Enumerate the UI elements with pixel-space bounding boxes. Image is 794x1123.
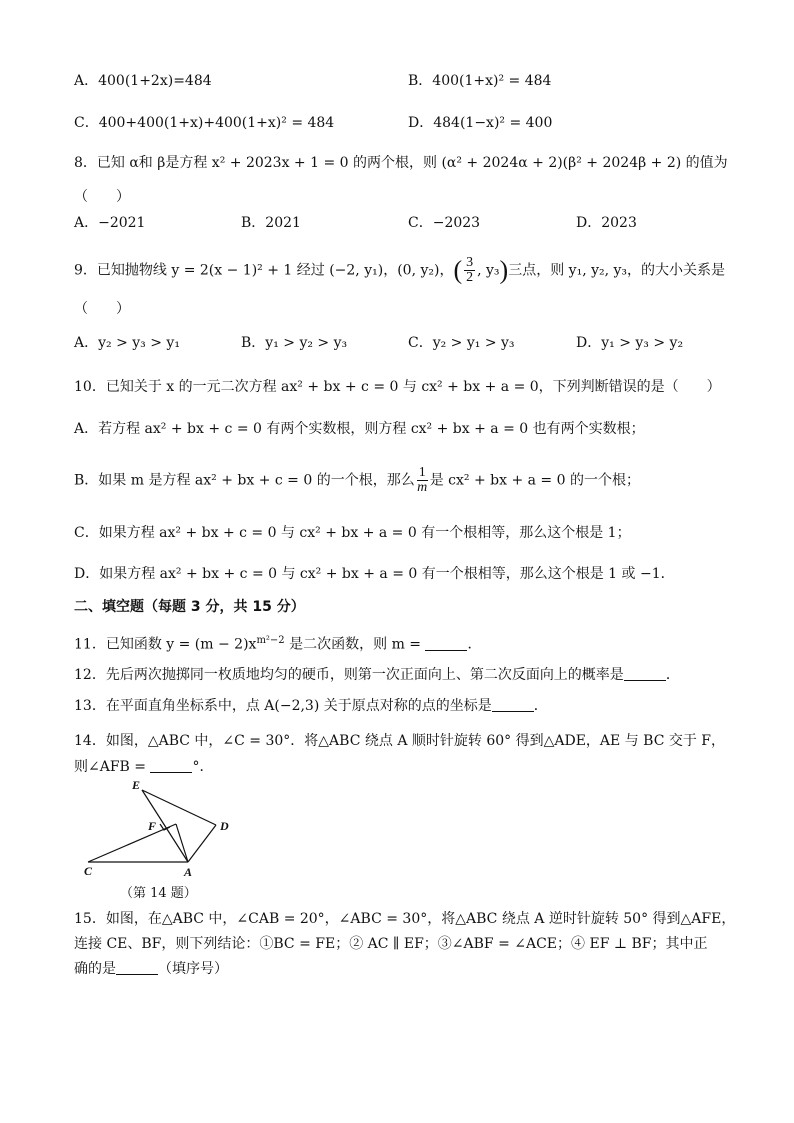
segment-DA xyxy=(188,825,216,862)
q8-option-d: D．2023 xyxy=(576,215,637,231)
label-D: D xyxy=(220,819,229,833)
q9-option-b: B．y₁ > y₂ > y₃ xyxy=(241,335,348,351)
q7-option-b: B．400(1+x)² = 484 xyxy=(408,73,552,89)
q10-fraction-numerator: 1 xyxy=(418,465,426,480)
q9-option-c: C．y₂ > y₁ > y₃ xyxy=(408,335,515,351)
q10-stem: 10．已知关于 x 的一元二次方程 ax² + bx + c = 0 与 cx² + bx + a = 0，下列判断错误的是（ ） xyxy=(74,379,721,395)
q12 xyxy=(74,664,680,686)
q9-option-d: D．y₁ > y₃ > y₂ xyxy=(576,335,684,351)
q8-option-c: C．−2023 xyxy=(408,215,481,231)
q13 xyxy=(74,695,548,717)
q9-fraction-denominator: 2 xyxy=(466,270,474,285)
q15-line3-end: （填序号） xyxy=(158,961,228,977)
q9-stem-end: 三点，则 y₁, y₂, y₃，的大小关系是 xyxy=(508,262,726,279)
q14-line2-end: °． xyxy=(192,759,214,775)
q10-option-d: D．如果方程 ax² + bx + c = 0 与 cx² + bx + a = 0 有一个根相等，那么这个根是 1 或 −1． xyxy=(74,566,675,582)
q9-stem-start: 9．已知抛物线 y = 2(x − 1)² + 1 经过 (−2, y₁)，(0, y₂)， xyxy=(74,262,454,279)
q8-option-a: A．−2021 xyxy=(74,215,146,231)
q11-end: ． xyxy=(467,636,482,653)
q9-option-a: A．y₂ > y₃ > y₁ xyxy=(74,335,180,351)
q15-line1: 15．如图，在△ABC 中，∠CAB = 20°，∠ABC = 30°，将△ABC 绕点 A 逆时针旋转 50° 得到△AFE， xyxy=(74,911,736,927)
q10-fraction-denominator: m xyxy=(417,480,428,495)
q10-option-c: C．如果方程 ax² + bx + c = 0 与 cx² + bx + a = 0 有一个根相等，那么这个根是 1； xyxy=(74,525,631,541)
q9-fraction-numerator: 3 xyxy=(466,255,474,270)
q8-stem: 8．已知 α和 β是方程 x² + 2023x + 1 = 0 的两个根，则 (α² + 2024α + 2)(β² + 2024β + 2) 的值为 xyxy=(74,155,728,171)
q8-option-b: B．2021 xyxy=(241,215,301,231)
q10-option-b xyxy=(74,466,640,495)
q8-answer-paren: （ ） xyxy=(74,189,130,205)
q11-middle: 是二次函数，则 m = xyxy=(284,636,426,653)
figure-14-triangle-rotation xyxy=(84,778,244,878)
q10-option-a: A．若方程 ax² + bx + c = 0 有两个实数根，则方程 cx² + bx + a = 0 也有两个实数根； xyxy=(74,421,645,437)
q10-option-b-start: B．如果 m 是方程 ax² + bx + c = 0 的一个根，那么 xyxy=(74,472,415,489)
q14-line2-start: 则∠AFB = xyxy=(74,759,151,775)
q15-line3 xyxy=(74,958,228,980)
q11-start: 11．已知函数 y = (m − 2)x xyxy=(74,636,257,653)
q11 xyxy=(74,630,481,656)
segment-BA xyxy=(176,824,188,862)
q13-end: ． xyxy=(533,698,548,714)
q10-option-b-end: 是 cx² + bx + a = 0 的一个根； xyxy=(429,472,640,489)
q13-answer-blank[interactable] xyxy=(492,697,534,712)
label-F: F xyxy=(148,819,157,833)
q7-option-a: A．400(1+2x)=484 xyxy=(74,73,212,89)
q10-fraction xyxy=(417,466,428,495)
label-C: C xyxy=(84,864,93,878)
q15-answer-blank[interactable] xyxy=(116,960,158,975)
q15-line2: 连接 CE、BF，则下列结论：①BC = FE；② AC ∥ EF；③∠ABF = ∠ACE；④ EF ⊥ BF；其中正 xyxy=(74,936,708,952)
q15-line3-start: 确的是 xyxy=(74,961,116,977)
q14-line2 xyxy=(74,756,213,778)
segment-CB xyxy=(88,824,176,862)
q11-answer-blank[interactable] xyxy=(425,636,467,651)
q9-stem: 9．已知抛物线 y = 2(x − 1)² + 1 经过 (−2, y₁)，(0, y₂)，( $\frac{3}{2}$ , y₃)三点，则 y₁, y₂, y₃，的大小关系是 xyxy=(74,255,726,285)
q13-text: 13．在平面直角坐标系中，点 A(−2,3) 关于原点对称的点的坐标是 xyxy=(74,698,492,714)
q12-answer-blank[interactable] xyxy=(624,666,666,681)
q7-option-d: D．484(1−x)² = 400 xyxy=(408,115,553,131)
q7-option-c: C．400+400(1+x)+400(1+x)² = 484 xyxy=(74,115,335,131)
q9-fraction xyxy=(464,256,475,285)
q14-answer-blank[interactable] xyxy=(150,758,192,773)
q12-end: ． xyxy=(665,667,680,683)
section-heading-fill-in: 二、填空题（每题 3 分，共 15 分） xyxy=(74,599,305,615)
figure-14-caption: （第 14 题） xyxy=(120,886,197,901)
label-E: E xyxy=(132,778,141,792)
q14-line1: 14．如图，△ABC 中，∠C = 30°．将△ABC 绕点 A 顺时针旋转 60° 得到△ADE，AE 与 BC 交于 F， xyxy=(74,733,726,749)
label-A: A xyxy=(184,865,193,878)
q9-answer-paren: （ ） xyxy=(74,301,130,317)
q11-exponent: m²−2 xyxy=(256,635,285,646)
q12-text: 12．先后两次抛掷同一枚质地均匀的硬币，则第一次正面向上、第二次反面向上的概率是 xyxy=(74,667,624,683)
q9-stem-y3: , y₃ xyxy=(477,262,500,279)
